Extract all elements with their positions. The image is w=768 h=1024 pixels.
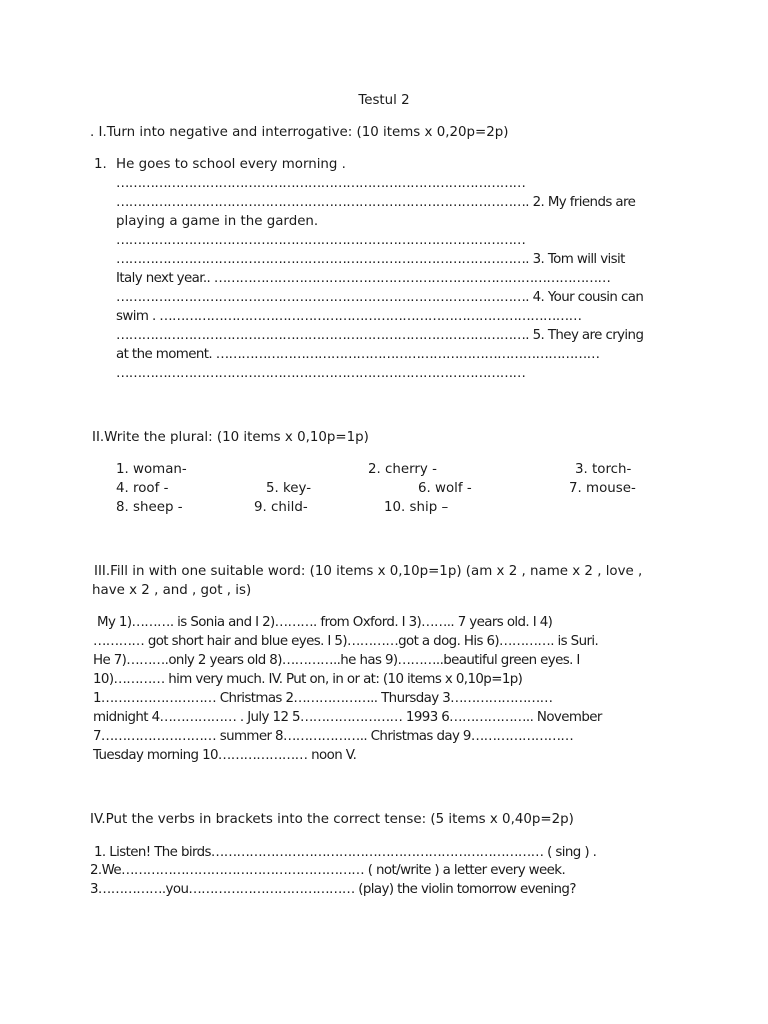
- section-1-line: at the moment. ………………………………………………………………………………: [116, 347, 600, 362]
- plural-item: 4. roof -: [116, 481, 169, 496]
- plural-item: 3. torch-: [575, 462, 632, 477]
- section-1-line: ……………………………………………………………………………………: [116, 233, 526, 248]
- section-3-line: He 7)……….only 2 years old 8)…………..he has 9)………..beautiful green eyes. I: [93, 653, 580, 668]
- section-3-line: 10)………… him very much. IV. Put on, in or at: (10 items x 0,10p=1p): [93, 672, 523, 687]
- plural-item: 2. cherry -: [368, 462, 437, 477]
- section-3-heading-cont: have x 2 , and , got , is): [92, 583, 252, 598]
- section-1-line: ……………………………………………………………………………………. 2. My friends are: [116, 195, 636, 210]
- plural-item: 9. child-: [254, 500, 308, 515]
- page-title: Testul 2: [358, 93, 410, 108]
- section-1-line: playing a game in the garden.: [116, 214, 319, 229]
- plural-item: 10. ship –: [384, 500, 449, 515]
- section-1-line: ……………………………………………………………………………………. 4. Your cousin can: [116, 290, 644, 305]
- plural-item: 6. wolf -: [418, 481, 472, 496]
- section-3-line: My 1)………. is Sonia and I 2)………. from Oxford. I 3)…….. 7 years old. I 4): [97, 615, 553, 630]
- section-4-line: 1. Listen! The birds…………………………………………………………………… ( sing ) .: [94, 845, 597, 860]
- plural-item: 5. key-: [266, 481, 312, 496]
- section-3-heading: III.Fill in with one suitable word: (10 items x 0,10p=1p) (am x 2 , name x 2 , love ,: [94, 564, 643, 579]
- section-3-line: ………… got short hair and blue eyes. I 5)…………got a dog. His 6)…………. is Suri.: [93, 634, 599, 649]
- section-1-line: ……………………………………………………………………………………. 3. Tom will visit: [116, 252, 625, 267]
- section-3-line: 1……………………… Christmas 2……………….. Thursday 3……………………: [93, 691, 553, 706]
- plural-item: 8. sheep -: [116, 500, 183, 515]
- section-1-line: He goes to school every morning .: [116, 157, 346, 172]
- section-4-line: 3…………….you………………………………… (play) the violin tomorrow evening?: [90, 882, 576, 897]
- section-1-line: ……………………………………………………………………………………. 5. They are crying: [116, 328, 644, 343]
- plural-item: 1. woman-: [116, 462, 187, 477]
- section-1-line: Italy next year.. …………………………………………………………………………………: [116, 271, 611, 286]
- section-4-line: 2.We………………………………………………… ( not/write ) a letter every week.: [90, 863, 566, 878]
- section-1-line: swim . ………………………………………………………………………………………: [116, 309, 582, 324]
- section-1-heading: . I.Turn into negative and interrogative: (10 items x 0,20p=2p): [90, 125, 509, 140]
- section-3-line: Tuesday morning 10………………… noon V.: [93, 748, 357, 763]
- section-3-line: 7……………………… summer 8……………….. Christmas day 9……………………: [93, 729, 574, 744]
- section-3-line: midnight 4……………… . July 12 5…………………… 1993 6……………….. November: [93, 710, 602, 725]
- plural-item: 7. mouse-: [569, 481, 636, 496]
- section-4-heading: IV.Put the verbs in brackets into the correct tense: (5 items x 0,40p=2p): [90, 812, 574, 827]
- section-2-heading: II.Write the plural: (10 items x 0,10p=1p): [92, 430, 369, 445]
- section-1-line: ……………………………………………………………………………………: [116, 366, 526, 381]
- section-1-item-number: 1.: [94, 157, 107, 172]
- section-1-line: ……………………………………………………………………………………: [116, 176, 526, 191]
